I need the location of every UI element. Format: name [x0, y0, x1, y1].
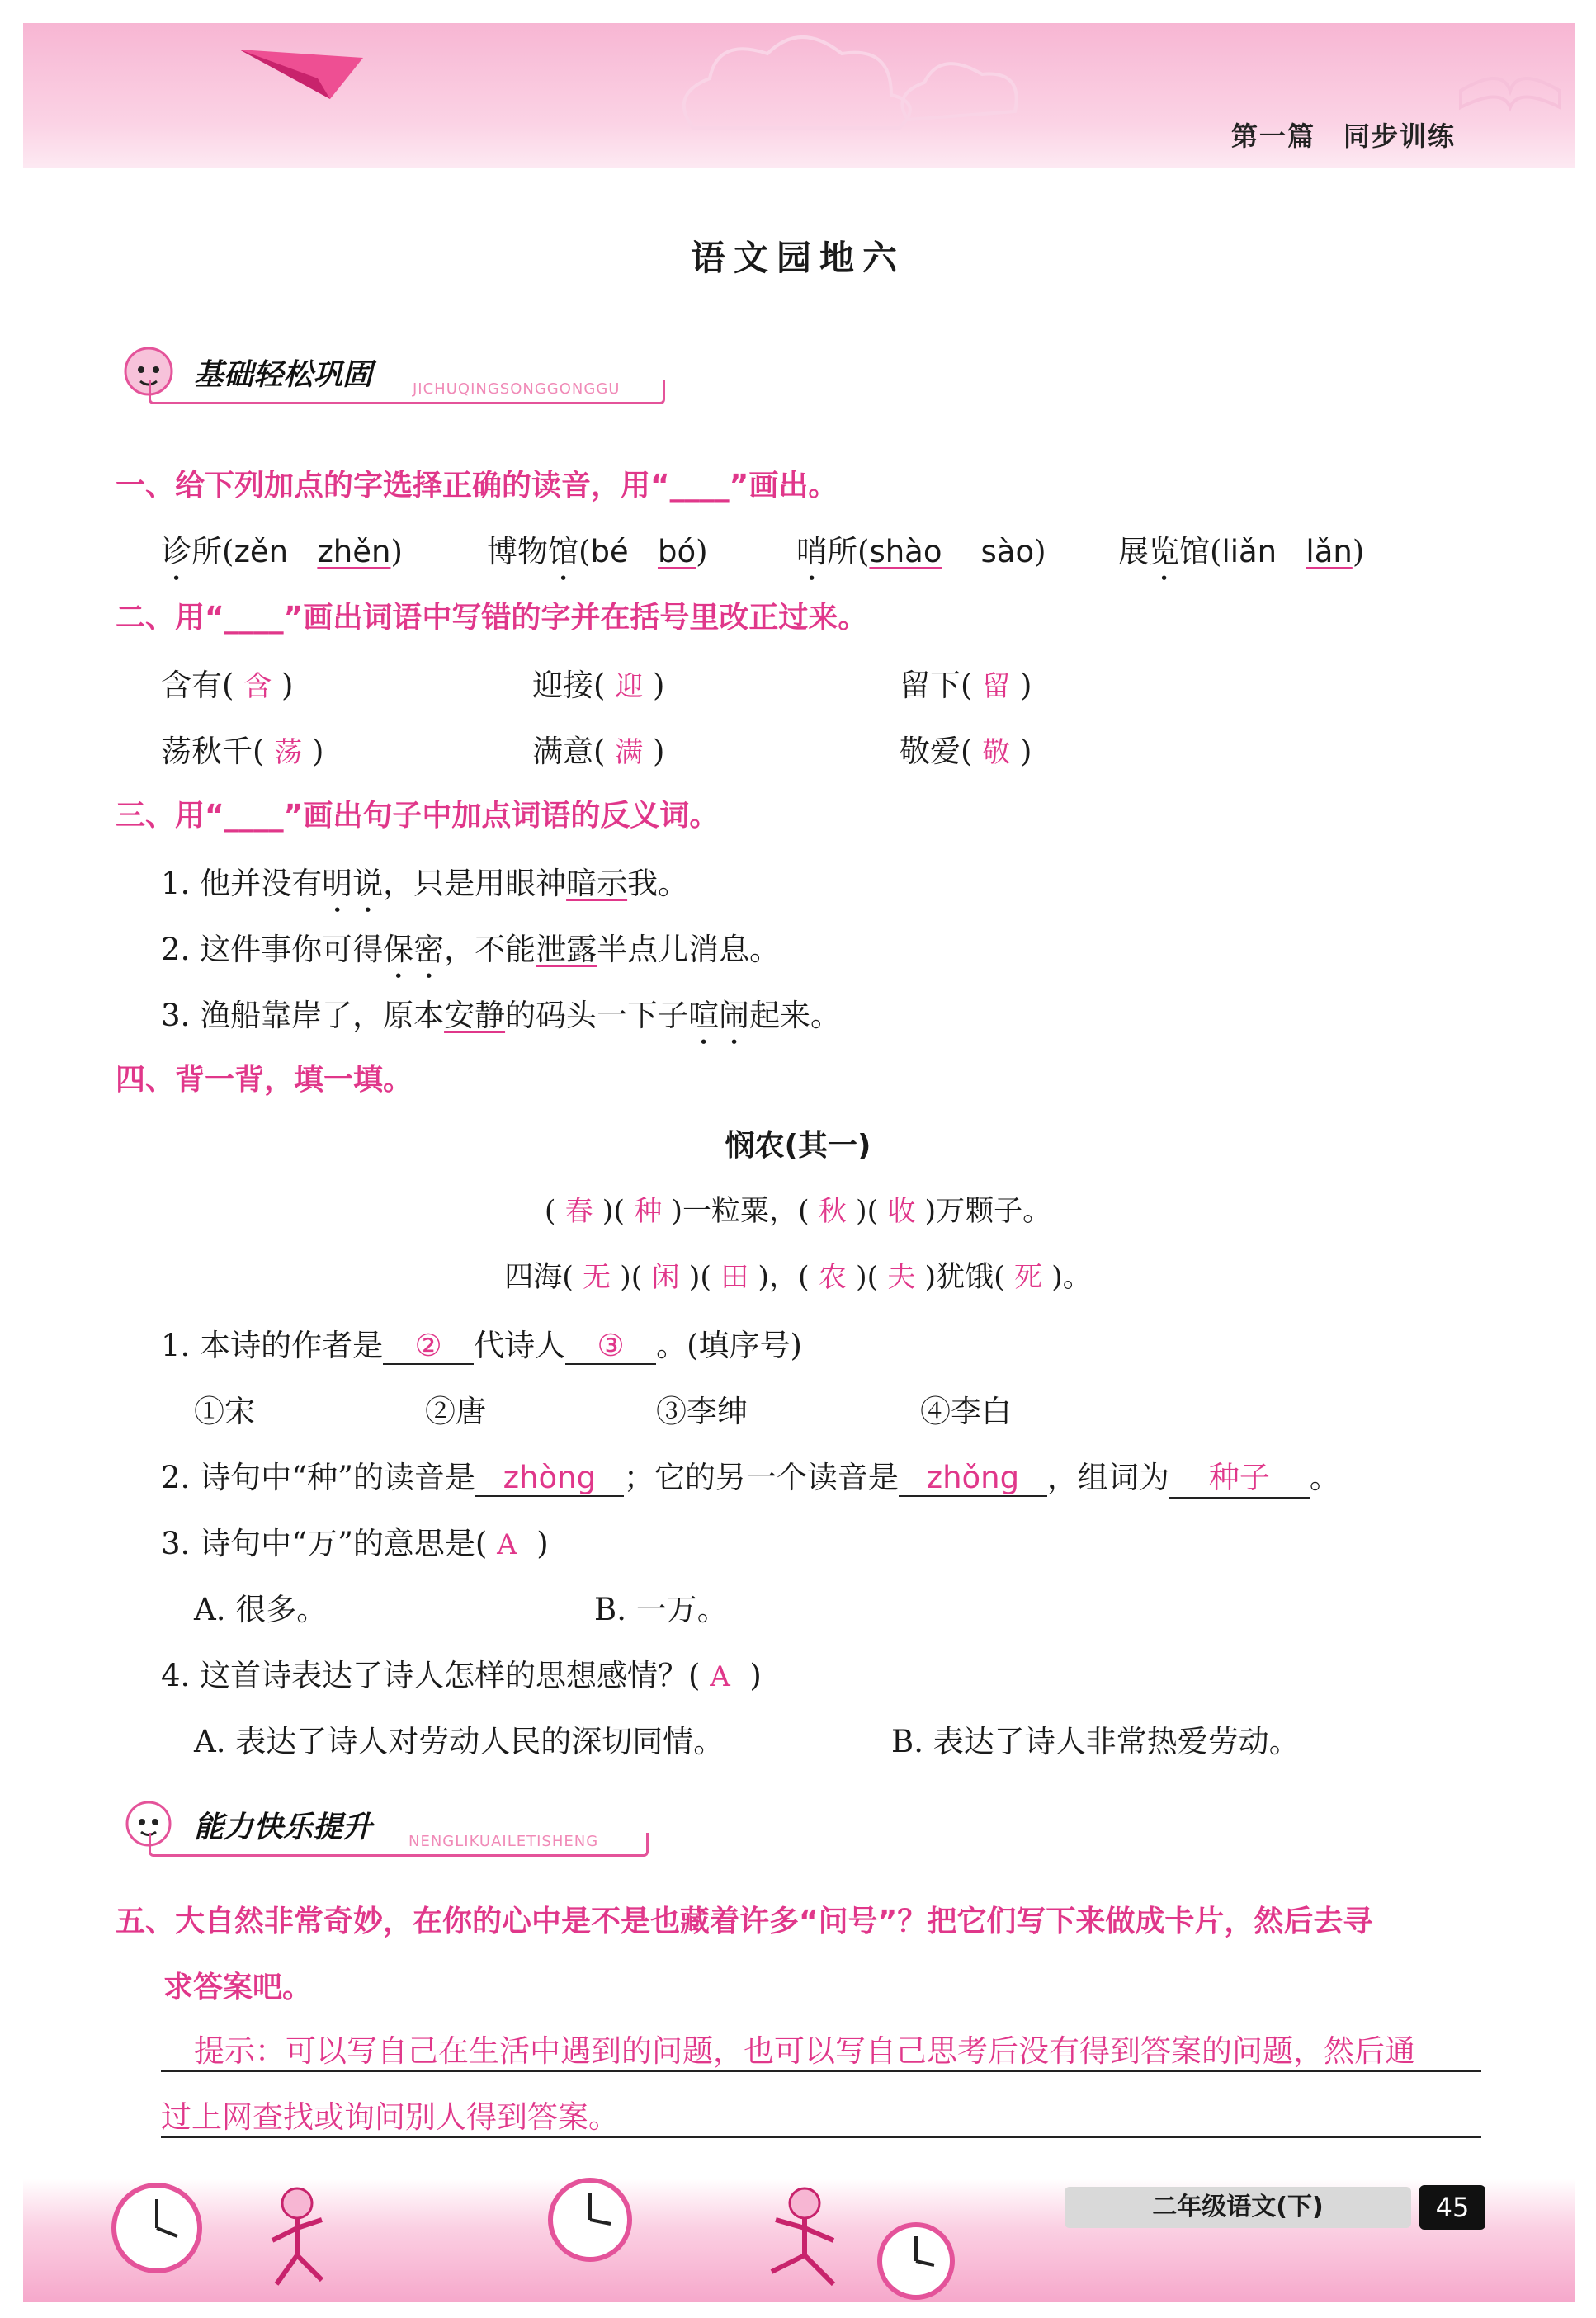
q1-item: 哨所(shào sào) — [796, 534, 1046, 569]
section-banner-ability — [116, 1799, 660, 1857]
poem-line: 四海( 无 )( 闲 )( 田 )，( 农 )( 夫 )犹饿( 死 )。 — [504, 1261, 1092, 1294]
q5-prompt: 五、大自然非常奇妙，在你的心中是不是也藏着许多“问号”？把它们写下来做成卡片，然后去寻 — [116, 1905, 1373, 1938]
book-icon — [1452, 25, 1568, 124]
section-pinyin: JICHUQINGSONGGONGGU — [413, 380, 621, 398]
q3-sentence: 2. 这件事你可得保密，不能泄露半点儿消息。 — [161, 932, 781, 967]
q4-sub3: 3. 诗句中“万”的意思是( A ) — [161, 1526, 549, 1561]
q4-option: ④李白 — [920, 1394, 1012, 1429]
q2-prompt: 二、用“____”画出词语中写错的字并在括号里改正过来。 — [116, 601, 868, 635]
q4-option: ②唐 — [425, 1394, 486, 1429]
q4-option: ①宋 — [194, 1394, 255, 1429]
girl-running-icon — [239, 2179, 355, 2294]
q4-prompt: 四、背一背，填一填。 — [116, 1063, 413, 1097]
q3-sentence: 1. 他并没有明说，只是用眼神暗示我。 — [161, 866, 689, 901]
q4-sub4-option: B. 表达了诗人非常热爱劳动。 — [891, 1724, 1300, 1759]
poem-line: ( 春 )( 种 )一粒粟，( 秋 )( 收 )万颗子。 — [544, 1195, 1052, 1228]
q2-item: 迎接( 迎 ) — [532, 668, 665, 703]
poem-title: 悯农(其一) — [725, 1129, 871, 1163]
q1-item: 博物馆(bé bó) — [487, 534, 708, 569]
girl-running-icon — [743, 2179, 866, 2294]
section-banner-basic — [116, 347, 677, 404]
section-title: 能力快乐提升 — [194, 1810, 373, 1844]
q2-item: 敬爱( 敬 ) — [900, 734, 1032, 769]
q4-sub3-option: B. 一万。 — [594, 1592, 728, 1627]
cloud-icon — [660, 29, 1073, 153]
q4-sub4: 4. 这首诗表达了诗人怎样的思想感情？( A ) — [161, 1658, 762, 1693]
header-label: 第一篇 同步训练 — [1230, 120, 1456, 152]
clock-icon — [545, 2174, 635, 2265]
q3-sentence: 3. 渔船靠岸了，原本安静的码头一下子喧闹起来。 — [161, 998, 842, 1033]
q4-option: ③李绅 — [656, 1394, 748, 1429]
q2-item: 荡秋千( 荡 ) — [161, 734, 324, 769]
q4-sub3-option: A. 很多。 — [194, 1592, 328, 1627]
q2-item: 留下( 留 ) — [900, 668, 1032, 703]
clock-icon — [107, 2179, 206, 2278]
q4-sub1: 1. 本诗的作者是 ② 代诗人 ③ 。(填序号) — [161, 1328, 802, 1363]
q5-hint-line: 过上网查找或询问别人得到答案。 — [161, 2092, 1481, 2138]
page-number: 45 — [1419, 2185, 1485, 2230]
q1-item: 展览馆(liǎn lǎn) — [1118, 534, 1365, 569]
q1-prompt: 一、给下列加点的字选择正确的读音，用“____”画出。 — [116, 469, 838, 503]
q1-item: 诊所(zěn zhěn) — [161, 534, 403, 569]
q5-hint-line: 提示：可以写自己在生活中遇到的问题，也可以写自己思考后没有得到答案的问题，然后通 — [161, 2026, 1481, 2072]
clock-icon — [875, 2220, 957, 2302]
q2-item: 含有( 含 ) — [161, 668, 294, 703]
q2-item: 满意( 满 ) — [532, 734, 665, 769]
grade-label: 二年级语文(下) — [1065, 2187, 1411, 2228]
q3-prompt: 三、用“____”画出句子中加点词语的反义词。 — [116, 799, 720, 833]
section-pinyin: NENGLIKUAILETISHENG — [408, 1833, 599, 1850]
page-title: 语文园地六 — [690, 238, 905, 278]
section-title: 基础轻松巩固 — [194, 358, 373, 392]
paper-plane-icon — [239, 41, 371, 116]
q5-prompt-cont: 求答案吧。 — [163, 1971, 313, 2004]
q4-sub4-option: A. 表达了诗人对劳动人民的深切同情。 — [194, 1724, 725, 1759]
q4-sub2: 2. 诗句中“种”的读音是 zhòng ；它的另一个读音是 zhǒng ，组词为 种子 。 — [161, 1452, 1340, 1499]
